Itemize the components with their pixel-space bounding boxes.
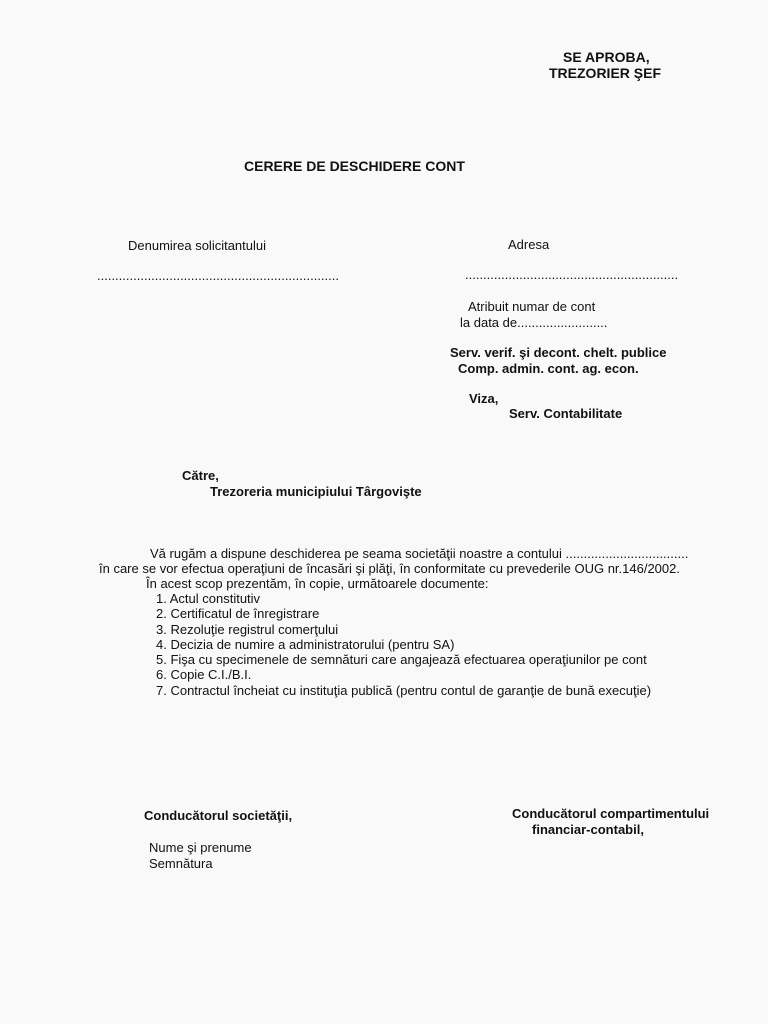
- applicant-dotted-line: ...................................................................: [97, 268, 339, 283]
- service-line-2: Comp. admin. cont. ag. econ.: [458, 361, 639, 376]
- finance-head-line-1: Conducătorul compartimentului: [512, 806, 710, 821]
- document-title: CERERE DE DESCHIDERE CONT: [244, 158, 465, 174]
- documents-list: [156, 591, 651, 698]
- address-label: Adresa: [508, 237, 550, 252]
- document-item: 4. Decizia de numire a administratorului (pentru SA): [156, 636, 455, 652]
- finance-head-line-2: financiar-contabil,: [532, 822, 644, 837]
- viza-label: Viza,: [469, 391, 499, 406]
- document-item: 2. Certificatul de înregistrare: [156, 606, 320, 622]
- approval-line-1: SE APROBA,: [563, 49, 650, 65]
- approval-line-2: TREZORIER ŞEF: [549, 65, 662, 81]
- applicant-label: Denumirea solicitantului: [128, 238, 267, 253]
- body-paragraph-line-2: în care se vor efectua operaţiuni de încasări şi plăţi, în conformitate cu prevederile OUG nr.146/2002.: [99, 561, 680, 576]
- recipient-name: Trezoreria municipiului Târgovişte: [210, 484, 422, 499]
- body-paragraph-line-1: Vă rugăm a dispune deschiderea pe seama societăţii noastre a contului ..................................: [150, 546, 689, 561]
- service-block: [450, 345, 667, 377]
- document-item: 5. Fişa cu specimenele de semnături care angajează efectuarea operaţiunilor pe cont: [156, 652, 647, 668]
- approval-block: [549, 49, 661, 81]
- finance-head-block: [512, 806, 709, 838]
- name-label: Nume şi prenume: [149, 840, 252, 855]
- company-head-title: Conducătorul societăţii,: [144, 808, 293, 823]
- company-head-signature-block: [149, 840, 252, 872]
- body-paragraph-line-3: În acest scop prezentăm, în copie, următoarele documente:: [146, 576, 489, 591]
- viza-service: Serv. Contabilitate: [509, 406, 623, 421]
- signature-label: Semnătura: [149, 856, 213, 871]
- document-item: 3. Rezoluţie registrul comerţului: [156, 621, 339, 637]
- service-line-1: Serv. verif. şi decont. chelt. publice: [450, 345, 667, 360]
- document-item: 1. Actul constitutiv: [156, 591, 261, 606]
- account-line-1: Atribuit numar de cont: [468, 299, 596, 314]
- address-dotted-line: ...........................................................: [465, 267, 679, 282]
- document-item: 7. Contractul încheiat cu instituţia publică (pentru contul de garanţie de bună execuţie): [156, 682, 652, 698]
- account-line-2: la data de.........................: [460, 315, 608, 330]
- account-assignment-block: [460, 299, 607, 331]
- document-item: 6. Copie C.I./B.I.: [156, 667, 252, 683]
- recipient-label: Către,: [182, 468, 219, 483]
